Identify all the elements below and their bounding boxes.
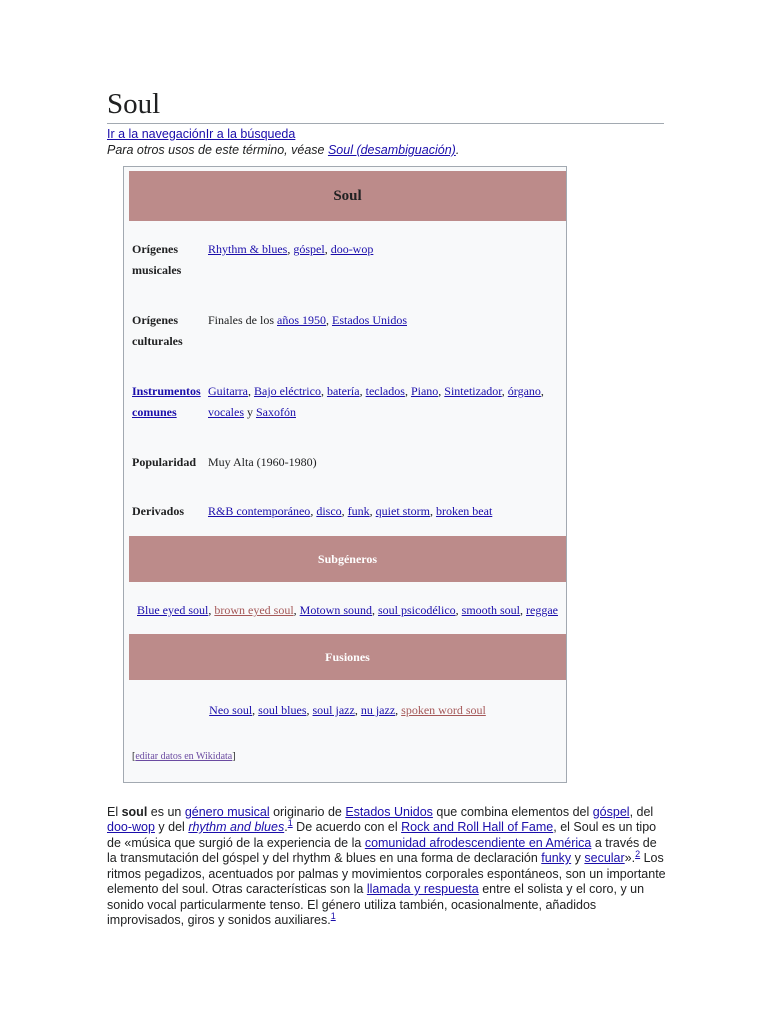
text: es un xyxy=(147,804,185,819)
link-broken-beat[interactable]: broken beat xyxy=(435,504,493,518)
row-value-instrumentos: Guitarra, Bajo eléctrico, batería, teclados, Piano, Sintetizador, órgano, vocales y Saxofón xyxy=(208,384,544,419)
row-value-popularidad: Muy Alta (1960-1980) xyxy=(208,455,317,469)
row-label-origenes-musicales: Orígenes musicales xyxy=(132,242,182,277)
reference-2[interactable]: 2 xyxy=(635,848,641,859)
edit-bracket-close: ] xyxy=(232,751,236,762)
text: Los ritmos pegadizos, acentuados por palmas y movimientos corporales espontáneos, son un importante elemento del soul. Otras características son la xyxy=(107,851,666,896)
link-gospel[interactable]: góspel xyxy=(293,242,325,256)
link-bateria[interactable]: batería xyxy=(326,384,360,398)
text: y del xyxy=(154,820,189,834)
disambiguation-link[interactable]: Soul (desambiguación) xyxy=(327,143,456,157)
edit-bracket-open: [ xyxy=(132,751,136,762)
reference-1[interactable]: 1 xyxy=(287,817,293,828)
text: , del xyxy=(629,804,654,819)
link-organo[interactable]: órgano xyxy=(507,384,541,398)
row-label-derivados: Derivados xyxy=(132,504,184,518)
text: , el Soul es un tipo de «música que surgió de la experiencia de la xyxy=(107,820,657,850)
hatnote xyxy=(107,143,459,157)
row-value-derivados: R&B contemporáneo, disco, funk, quiet storm, broken beat xyxy=(208,504,493,518)
link-instrumentos-comunes[interactable]: Instrumentos comunes xyxy=(132,384,201,419)
instrumentos-conj: y xyxy=(243,405,256,419)
hatnote-text: Para otros usos de este término, véase xyxy=(107,143,328,157)
text: El xyxy=(107,804,122,819)
jump-links xyxy=(107,127,295,141)
link-guitarra[interactable]: Guitarra xyxy=(208,384,248,398)
link-estados-unidos[interactable]: Estados Unidos xyxy=(332,313,407,327)
subgeneros-header: Subgéneros xyxy=(129,536,566,582)
title-divider xyxy=(107,123,664,124)
link-comunidad-afrodescendiente[interactable]: comunidad afrodescendiente en América xyxy=(364,835,592,850)
link-rhythm-blues[interactable]: Rhythm & blues xyxy=(208,242,288,256)
link-bajo-electrico[interactable]: Bajo eléctrico xyxy=(253,384,321,398)
origenes-culturales-text: Finales de los xyxy=(208,313,277,327)
link-rhythm-and-blues[interactable]: rhythm and blues xyxy=(188,820,285,834)
link-smooth-soul[interactable]: smooth soul xyxy=(461,603,520,617)
link-soul-jazz[interactable]: soul jazz xyxy=(312,703,355,717)
link-teclados[interactable]: teclados xyxy=(365,384,405,398)
link-genero-musical[interactable]: género musical xyxy=(184,804,270,819)
link-disco[interactable]: disco xyxy=(316,504,342,518)
link-sintetizador[interactable]: Sintetizador xyxy=(444,384,502,398)
article-paragraph xyxy=(107,805,667,929)
page-title: Soul xyxy=(107,88,161,120)
link-motown-sound[interactable]: Motown sound xyxy=(299,603,372,617)
infobox xyxy=(123,166,567,783)
text: a través de la transmutación del góspel y del rhythm & blues en una forma de declaración xyxy=(107,835,657,865)
text: ». xyxy=(624,851,636,865)
link-nu-jazz[interactable]: nu jazz xyxy=(360,703,396,717)
text: . xyxy=(284,820,288,834)
fusiones-header: Fusiones xyxy=(129,634,566,680)
row-label-popularidad: Popularidad xyxy=(132,455,197,469)
row-label-instrumentos xyxy=(132,381,207,423)
row-label-origenes-culturales: Orígenes culturales xyxy=(132,313,183,348)
link-neo-soul[interactable]: Neo soul xyxy=(209,703,253,717)
link-brown-eyed-soul[interactable]: brown eyed soul xyxy=(214,603,294,617)
link-funky[interactable]: funky xyxy=(541,851,572,865)
jump-to-navigation-link[interactable]: Ir a la navegación xyxy=(107,127,206,141)
text: que combina elementos del xyxy=(432,804,593,819)
infobox-title: Soul xyxy=(129,171,566,221)
jump-to-search-link[interactable]: Ir a la búsqueda xyxy=(205,127,296,141)
bold-term: soul xyxy=(121,804,148,819)
link-saxofon[interactable]: Saxofón xyxy=(255,405,296,419)
link-rock-hall-of-fame[interactable]: Rock and Roll Hall of Fame xyxy=(401,820,554,834)
link-soul-psicodelico[interactable]: soul psicodélico xyxy=(378,603,456,617)
text: originario de xyxy=(269,804,346,819)
link-rnb-contemporaneo[interactable]: R&B contemporáneo xyxy=(208,504,311,518)
link-doo-wop[interactable]: doo-wop xyxy=(330,242,374,256)
link-vocales[interactable]: vocales xyxy=(208,405,244,419)
edit-wikidata-link[interactable]: editar datos en Wikidata xyxy=(135,751,233,762)
link-secular[interactable]: secular xyxy=(584,851,625,865)
link-soul-blues[interactable]: soul blues xyxy=(258,703,307,717)
link-anos-1950[interactable]: años 1950 xyxy=(277,313,326,327)
link-reggae[interactable]: reggae xyxy=(526,603,558,617)
link-funk[interactable]: funk xyxy=(347,504,370,518)
link-spoken-word-soul[interactable]: spoken word soul xyxy=(401,703,486,717)
text: entre el solista y el coro, y un sonido vocal particularmente tenso. El género utiliza también, ocasionalmente, añadidos improvisados, giros y sonidos auxiliares. xyxy=(107,882,645,927)
link-estados-unidos-body[interactable]: Estados Unidos xyxy=(345,804,433,819)
text: De acuerdo con el xyxy=(292,820,402,834)
reference-3[interactable]: 1 xyxy=(330,910,336,921)
link-gospel-body[interactable]: góspel xyxy=(592,804,630,819)
wikidata-edit xyxy=(132,751,236,762)
row-value-origenes-culturales: Finales de los años 1950, Estados Unidos xyxy=(208,313,407,327)
link-piano[interactable]: Piano xyxy=(410,384,439,398)
link-blue-eyed-soul[interactable]: Blue eyed soul xyxy=(137,603,209,617)
link-doo-wop-body[interactable]: doo-wop xyxy=(107,820,155,834)
hatnote-end: . xyxy=(455,143,460,157)
link-quiet-storm[interactable]: quiet storm xyxy=(375,504,430,518)
fusiones-list: Neo soul, soul blues, soul jazz, nu jazz, spoken word soul xyxy=(209,703,486,717)
subgeneros-list: Blue eyed soul, brown eyed soul, Motown sound, soul psicodélico, smooth soul, reggae xyxy=(137,603,558,617)
text: y xyxy=(571,851,585,865)
link-llamada-y-respuesta[interactable]: llamada y respuesta xyxy=(366,882,479,896)
row-value-origenes-musicales: Rhythm & blues, góspel, doo-wop xyxy=(208,242,374,256)
